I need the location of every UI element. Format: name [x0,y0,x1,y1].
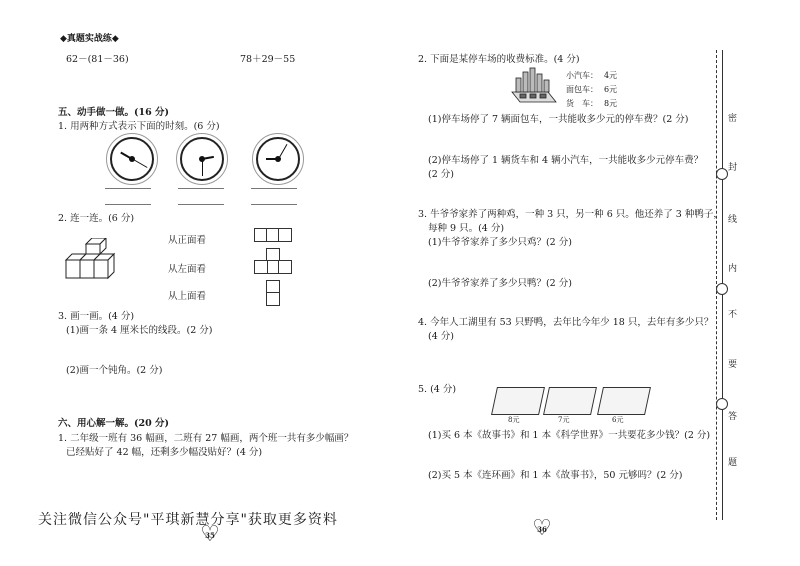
fee-name-truck: 货 车： [566,99,598,108]
book-price-2: 7元 [558,416,570,424]
clock-icon-1 [110,137,154,181]
fee-price-van: 6元 [604,85,618,94]
binding-char: 内 [728,264,738,274]
question-5-3-1: (1)画一条 4 厘米长的线段。(2 分) [66,325,213,336]
question-r5-1: (1)买 6 本《故事书》和 1 本《科学世界》一共要花多少钱？(2 分) [428,430,711,441]
cube-stack-figure [64,238,122,284]
answer-line [251,204,297,205]
clock-icon-2 [180,137,224,181]
expression-2: 78＋29－55 [240,54,296,65]
fee-price-truck: 8元 [604,99,618,108]
binding-char: 密 [728,114,738,124]
question-r3-2: (2)牛爷爷家养了多少只鸭？(2 分) [428,278,572,289]
question-r5: 5. (4 分) [418,384,457,395]
view-front-label: 从正面看 [168,235,207,246]
question-r2-1: (1)停车场停了 7 辆面包车，一共能收多少元的停车费？(2 分) [428,114,689,125]
binding-char: 封 [728,163,738,173]
binding-hole [716,398,728,410]
book-icon-comic [543,387,597,415]
question-r5-2: (2)买 5 本《连环画》和 1 本《故事书》，50 元够吗？(2 分) [428,470,683,481]
question-5-3-2: (2)画一个钝角。(2 分) [66,365,163,376]
book-icon-science [597,387,651,415]
question-r3a: 3. 牛爷爷家养了两种鸡，一种 3 只，另一种 6 只。他还养了 3 种鸭子， [418,209,723,220]
binding-char: 要 [728,360,738,370]
book-price-1: 8元 [508,416,520,424]
question-r3b: 每种 9 只。(4 分) [428,223,505,234]
binding-hole [716,283,728,295]
clock-icon-3 [256,137,300,181]
section-5-title: 五、动手做一做。(16 分) [58,107,170,118]
question-5-3: 3. 画一画。(4 分) [58,311,135,322]
binding-char: 线 [728,215,738,225]
parking-lot-illustration [508,66,560,104]
page-number-left: ♡ 35 [200,528,220,544]
fee-name-car: 小汽车： [566,71,598,80]
question-6-1b: 已经贴好了 42 幅，还剩多少幅没贴好？(4 分) [66,447,263,458]
question-r4b: (4 分) [428,331,454,342]
question-5-2: 2. 连一连。(6 分) [58,213,135,224]
expression-1: 62－(81－36) [66,54,129,65]
answer-line [251,188,297,189]
question-5-1: 1. 用两种方式表示下面的时刻。(6 分) [58,121,220,132]
view-top-label: 从上面看 [168,291,207,302]
section-6-title: 六、用心解一解。(20 分) [58,418,170,429]
question-6-1a: 1. 二年级一班有 36 幅画，二班有 27 幅画，两个班一共有多少幅画？ [58,433,354,444]
page-number-right: ♡ 36 [532,522,552,538]
view-grid [266,292,280,306]
view-grid [278,260,292,274]
question-r4a: 4. 今年人工湖里有 53 只野鸭，去年比今年少 18 只，去年有多少只？ [418,317,714,328]
book-icon-story [491,387,545,415]
fee-price-car: 4元 [604,71,618,80]
question-r2-2a: (2)停车场停了 1 辆货车和 4 辆小汽车，一共能收多少元停车费？ [428,155,704,166]
question-r3-1: (1)牛爷爷家养了多少只鸡？(2 分) [428,237,572,248]
question-r2-2b: (2 分) [428,169,454,180]
view-grid [254,260,268,274]
binding-char: 答 [728,412,738,422]
answer-line [105,204,151,205]
binding-char: 不 [728,310,738,320]
answer-line [178,204,224,205]
fee-name-van: 面包车： [566,85,598,94]
question-r2-title: 2. 下面是某停车场的收费标准。(4 分) [418,54,580,65]
binding-char: 题 [728,458,738,468]
answer-line [105,188,151,189]
view-left-label: 从左面看 [168,264,207,275]
answer-line [178,188,224,189]
binding-hole [716,168,728,180]
section-tag: ◆真题实战练◆ [60,34,119,44]
footer-promo-text: 关注微信公众号"平琪新慧分享"获取更多资料 [38,512,338,528]
view-grid [278,228,292,242]
book-price-3: 6元 [612,416,624,424]
